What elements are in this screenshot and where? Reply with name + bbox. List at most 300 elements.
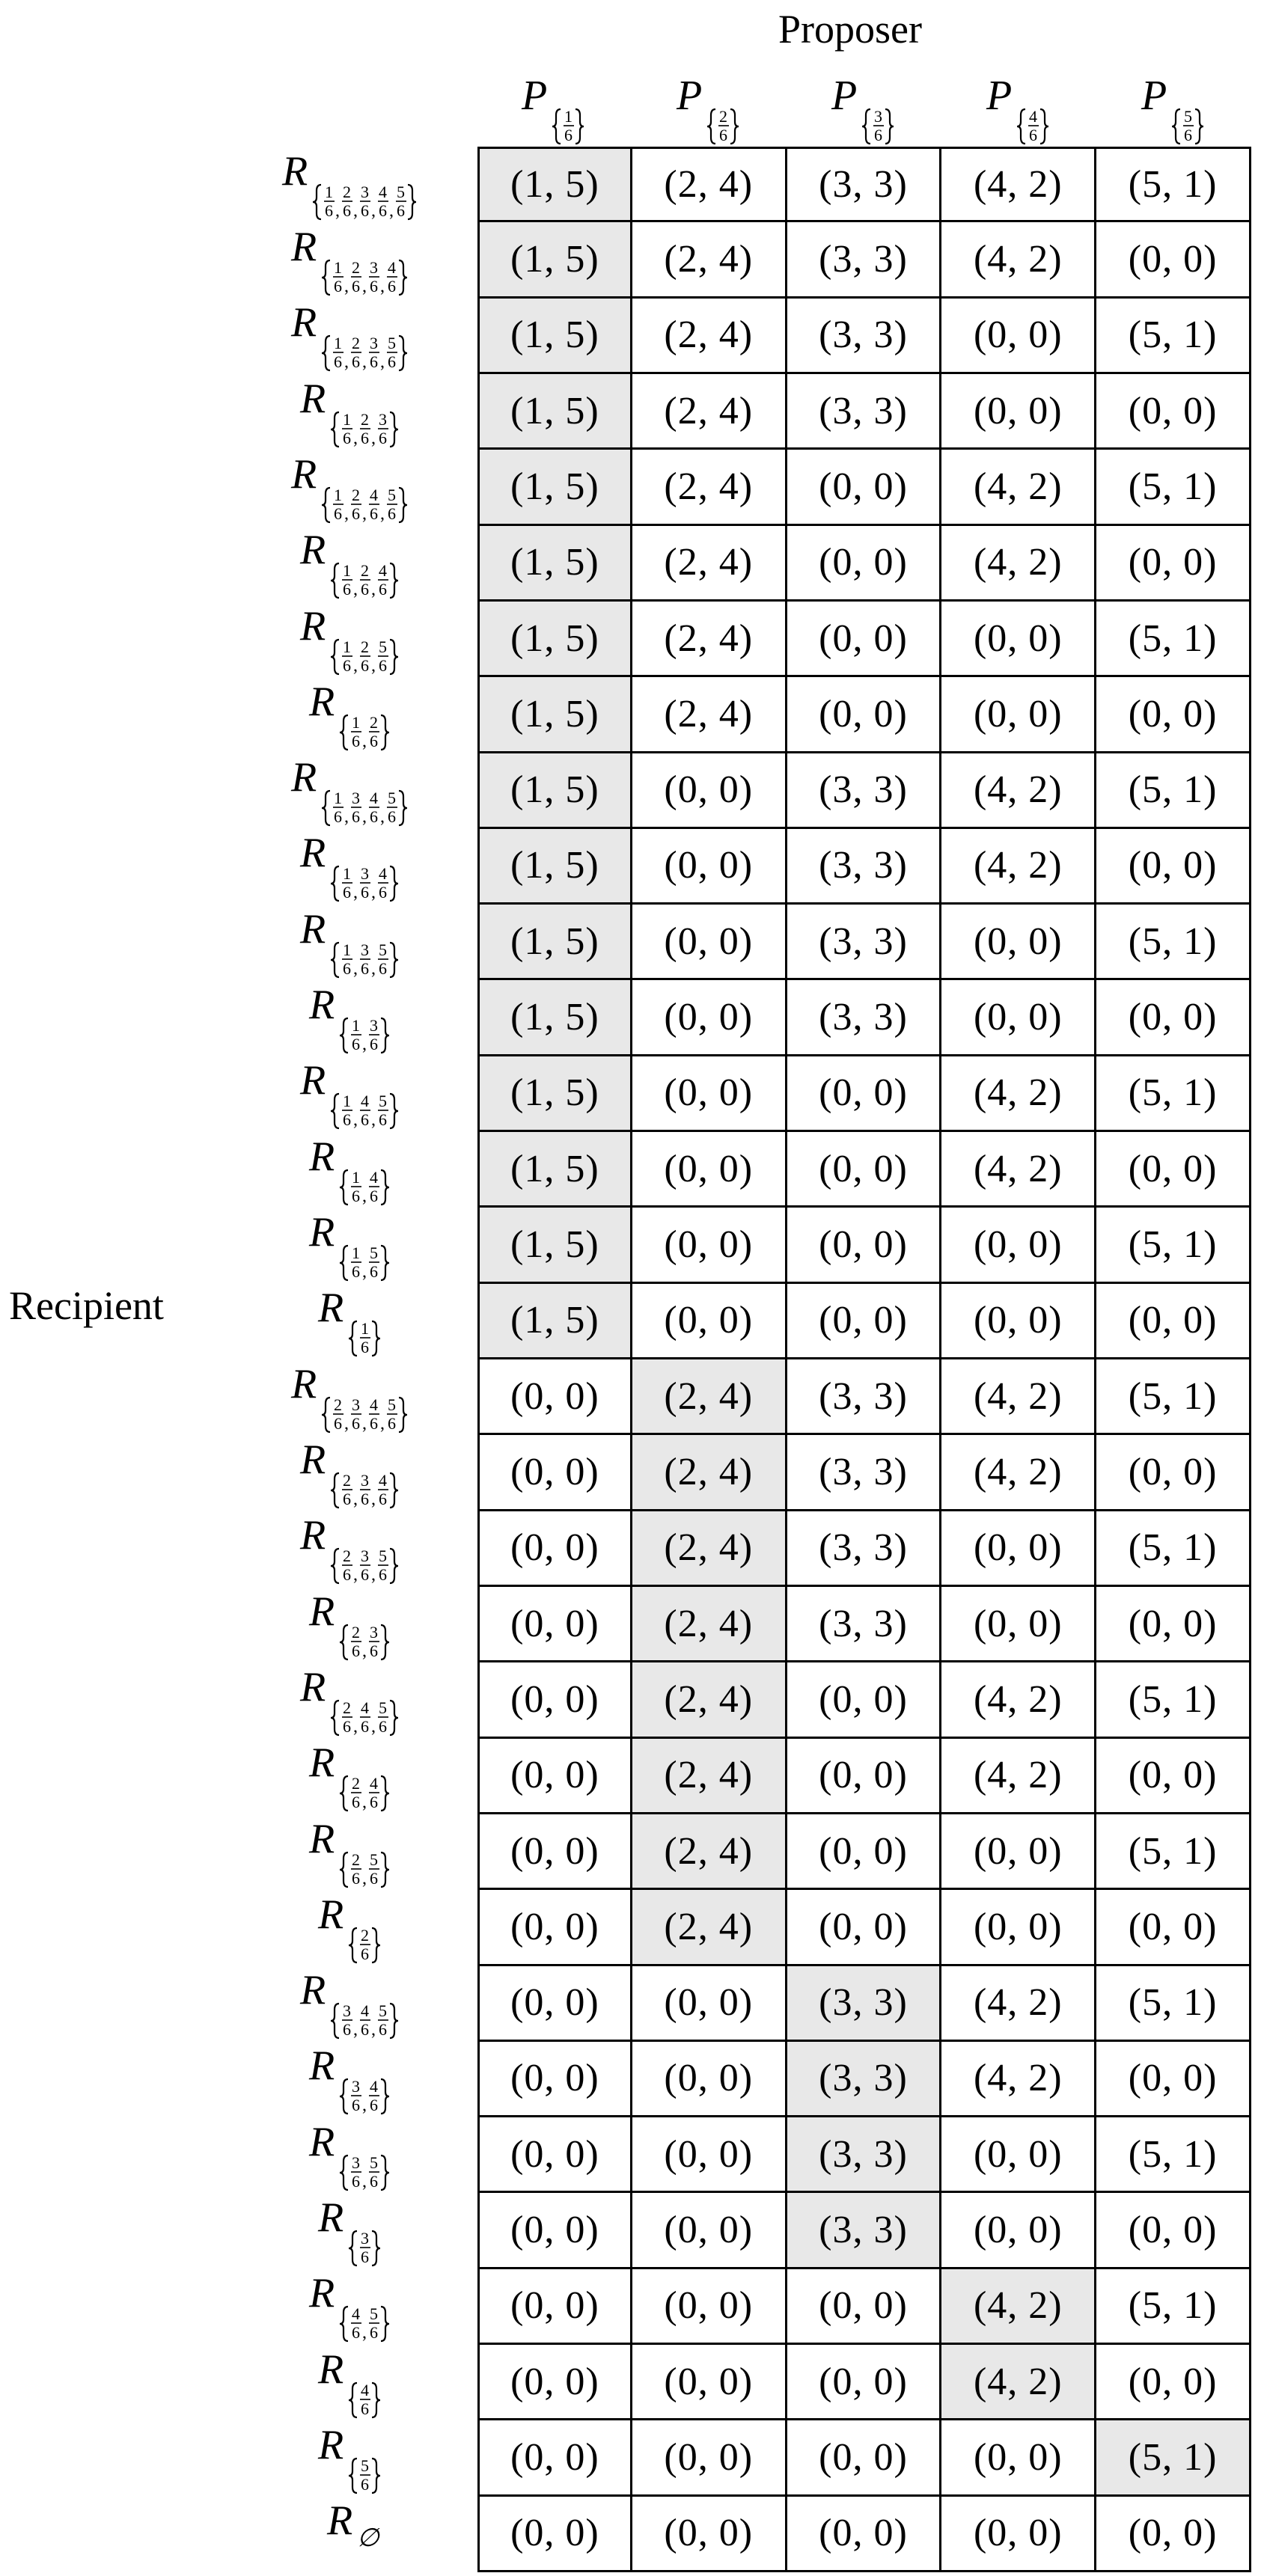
payoff-cell: (4, 2)	[941, 147, 1096, 222]
row-label-math	[306, 1204, 396, 1288]
left-brace	[862, 109, 870, 144]
row-label-math	[297, 1052, 405, 1136]
fraction	[378, 940, 388, 978]
fraction	[351, 1850, 361, 1888]
proposer-column-header	[1096, 63, 1251, 147]
fraction-numerator: 2	[361, 409, 369, 429]
fraction-numerator: 4	[379, 561, 387, 581]
fraction-numerator: 1	[343, 637, 351, 656]
fraction	[369, 1850, 379, 1888]
payoff-cell: (0, 0)	[941, 677, 1096, 753]
fraction-denominator: 6	[352, 2096, 360, 2115]
fraction	[342, 410, 352, 447]
payoff-cell: (0, 0)	[941, 2193, 1096, 2268]
comma: ,	[353, 2020, 358, 2040]
fraction	[360, 1698, 370, 1736]
payoff-cell: (0, 0)	[477, 1511, 632, 1587]
label-letter: R	[300, 1512, 326, 1559]
fraction-numerator: 5	[370, 2304, 378, 2324]
recipient-row-label	[225, 222, 477, 298]
payoff-cell: (0, 0)	[477, 2420, 632, 2496]
left-brace	[331, 1473, 339, 1508]
fraction-denominator: 6	[379, 2020, 387, 2040]
fraction	[342, 1092, 352, 1129]
payoff-cell: (0, 0)	[787, 1284, 942, 1359]
fraction	[387, 486, 397, 523]
payoff-cell: (0, 0)	[632, 2420, 787, 2496]
fraction	[351, 2077, 361, 2114]
payoff-cell: (0, 0)	[477, 2117, 632, 2193]
comma: ,	[353, 1565, 358, 1585]
payoff-cell: (3, 3)	[787, 905, 942, 980]
fraction-denominator: 6	[1183, 126, 1192, 144]
fraction	[342, 183, 352, 220]
right-brace	[381, 715, 389, 750]
recipient-row-label	[225, 374, 477, 450]
recipient-row-label	[225, 1966, 477, 2042]
fraction	[378, 864, 388, 902]
row-label-math	[279, 143, 423, 227]
right-brace	[408, 185, 416, 219]
label-letter: R	[309, 2043, 335, 2090]
fraction	[342, 561, 352, 599]
fraction-numerator: 1	[352, 1016, 360, 1035]
fraction	[351, 1168, 361, 1205]
left-brace	[707, 109, 715, 144]
payoff-cell: (0, 0)	[632, 905, 787, 980]
fraction-denominator: 6	[352, 2323, 360, 2343]
column-header-math	[1138, 63, 1210, 147]
payoff-cell: (1, 5)	[477, 1056, 632, 1132]
payoff-cell: (0, 0)	[477, 1814, 632, 1890]
recipient-row-label	[225, 677, 477, 753]
label-letter: R	[318, 1285, 344, 1332]
payoff-cell: (0, 0)	[787, 526, 942, 602]
payoff-cell: (2, 4)	[632, 677, 787, 753]
row-label-math	[315, 2341, 387, 2425]
fraction-numerator: 5	[379, 2001, 387, 2021]
fraction-numerator: 3	[343, 2001, 351, 2021]
row-label-math	[297, 598, 405, 682]
payoff-cell: (5, 1)	[1096, 1662, 1251, 1738]
payoff-cell: (2, 4)	[632, 1739, 787, 1814]
payoff-cell: (4, 2)	[941, 1056, 1096, 1132]
fraction	[360, 183, 370, 220]
fraction-denominator: 6	[379, 1565, 387, 1585]
payoff-cell: (0, 0)	[941, 1890, 1096, 1965]
recipient-row-label	[225, 2193, 477, 2268]
fraction	[324, 183, 335, 220]
payoff-cell: (4, 2)	[941, 450, 1096, 525]
fraction-numerator: 3	[370, 1016, 378, 1035]
comma: ,	[371, 428, 376, 448]
fraction-numerator: 4	[370, 485, 378, 504]
comma: ,	[344, 504, 349, 524]
label-letter: R	[300, 602, 326, 649]
recipient-row-label	[225, 1511, 477, 1587]
comma: ,	[362, 1262, 367, 1282]
right-brace	[399, 260, 407, 295]
comma: ,	[389, 201, 394, 221]
recipient-row-label	[225, 980, 477, 1056]
right-brace	[390, 2004, 398, 2038]
payoff-cell: (4, 2)	[941, 1662, 1096, 1738]
fraction-numerator: 1	[334, 257, 342, 277]
recipient-row-label	[225, 1890, 477, 1965]
fraction-denominator: 6	[352, 352, 360, 372]
recipient-row-label	[225, 1208, 477, 1283]
payoff-cell: (2, 4)	[632, 1359, 787, 1435]
payoff-cell: (3, 3)	[787, 1587, 942, 1662]
fraction-numerator: 4	[1028, 107, 1037, 126]
fraction-denominator: 6	[361, 655, 369, 675]
recipient-row-label	[225, 1814, 477, 1890]
fraction-denominator: 6	[379, 958, 387, 978]
fraction	[333, 258, 344, 296]
fraction-numerator: 1	[334, 789, 342, 808]
payoff-cell: (0, 0)	[477, 1359, 632, 1435]
right-brace	[1040, 109, 1048, 144]
fraction	[378, 183, 388, 220]
comma: ,	[362, 352, 367, 373]
payoff-cell: (0, 0)	[787, 1056, 942, 1132]
comma: ,	[362, 276, 367, 296]
left-brace	[322, 791, 330, 825]
fraction-numerator: 3	[361, 940, 369, 959]
payoff-cell: (0, 0)	[1096, 1284, 1251, 1359]
fraction-numerator: 1	[343, 561, 351, 581]
payoff-cell: (3, 3)	[787, 2042, 942, 2117]
fraction-numerator: 4	[379, 1470, 387, 1490]
payoff-cell: (0, 0)	[787, 2497, 942, 2572]
proposer-title: Proposer	[778, 7, 922, 52]
comma: ,	[362, 2096, 367, 2116]
payoff-cell: (2, 4)	[632, 1890, 787, 1965]
payoff-cell: (0, 0)	[1096, 677, 1251, 753]
payoff-cell: (0, 0)	[1096, 2042, 1251, 2117]
comma: ,	[371, 1716, 376, 1737]
fraction-denominator: 6	[370, 276, 378, 296]
label-letter: R	[309, 982, 335, 1029]
payoff-cell: (5, 1)	[1096, 1056, 1251, 1132]
payoff-cell: (0, 0)	[477, 1662, 632, 1738]
right-brace	[381, 1170, 389, 1205]
right-brace	[399, 336, 407, 370]
recipient-row-label	[225, 450, 477, 525]
payoff-cell: (3, 3)	[787, 829, 942, 905]
fraction-numerator: 1	[343, 940, 351, 959]
payoff-cell: (0, 0)	[787, 2345, 942, 2420]
payoff-cell: (0, 0)	[941, 1284, 1096, 1359]
comma: ,	[371, 1489, 376, 1509]
comma: ,	[353, 201, 358, 221]
payoff-cell: (1, 5)	[477, 829, 632, 905]
label-letter: R	[309, 1740, 335, 1787]
fraction-numerator: 1	[564, 107, 573, 126]
fraction-numerator: 5	[379, 940, 387, 959]
payoff-cell: (0, 0)	[941, 602, 1096, 677]
payoff-cell: (4, 2)	[941, 753, 1096, 829]
comma: ,	[371, 201, 376, 221]
recipient-row-label	[225, 602, 477, 677]
fraction-denominator: 6	[370, 1413, 378, 1433]
right-brace	[399, 1398, 407, 1432]
recipient-row-label	[225, 1587, 477, 1662]
fraction-numerator: 3	[352, 2153, 360, 2172]
fraction-denominator: 6	[379, 1489, 387, 1508]
fraction-numerator: 2	[352, 1850, 360, 1869]
fraction-denominator: 6	[325, 201, 333, 220]
payoff-cell: (1, 5)	[477, 222, 632, 298]
payoff-cell: (0, 0)	[787, 2269, 942, 2345]
fraction	[360, 561, 370, 599]
fraction-denominator: 6	[343, 883, 351, 902]
recipient-row-label	[225, 147, 477, 222]
left-brace	[349, 2383, 357, 2417]
fraction-numerator: 3	[361, 1546, 369, 1566]
comma: ,	[371, 580, 376, 600]
payoff-cell: (0, 0)	[477, 2269, 632, 2345]
right-brace	[399, 791, 407, 825]
label-letter: R	[300, 1057, 326, 1104]
label-letter: R	[318, 2346, 344, 2393]
left-brace	[340, 1018, 348, 1053]
payoff-cell: (0, 0)	[787, 677, 942, 753]
label-letter: R	[300, 375, 326, 422]
payoff-cell: (5, 1)	[1096, 602, 1251, 677]
payoff-cell: (3, 3)	[787, 980, 942, 1056]
recipient-row-label	[225, 526, 477, 602]
fraction-denominator: 6	[370, 1641, 378, 1660]
payoff-cell: (0, 0)	[632, 2042, 787, 2117]
fraction-numerator: 1	[343, 409, 351, 429]
fraction-denominator: 6	[361, 1110, 369, 1130]
label-letter: R	[309, 2118, 335, 2165]
payoff-cell: (5, 1)	[1096, 905, 1251, 980]
fraction-denominator: 6	[379, 655, 387, 675]
recipient-row-label	[225, 299, 477, 374]
label-letter: R	[300, 527, 326, 574]
payoff-table	[477, 147, 1251, 2572]
payoff-cell: (2, 4)	[632, 1814, 787, 1890]
left-brace	[331, 1701, 339, 1735]
left-brace	[322, 336, 330, 370]
recipient-row-label	[225, 1739, 477, 1814]
left-brace	[331, 1549, 339, 1583]
fraction	[369, 2153, 379, 2191]
fraction	[387, 1395, 397, 1433]
fraction-denominator: 6	[352, 1262, 360, 1282]
fraction-numerator: 5	[370, 1243, 378, 1263]
fraction-denominator: 6	[370, 1868, 378, 1888]
fraction-denominator: 6	[352, 807, 360, 827]
fraction-numerator: 3	[361, 864, 369, 884]
fraction-numerator: 5	[388, 334, 396, 353]
fraction	[387, 258, 397, 296]
fraction	[351, 1016, 361, 1053]
fraction-numerator: 1	[334, 334, 342, 353]
payoff-cell: (2, 4)	[632, 1435, 787, 1511]
label-letter: R	[309, 1815, 335, 1862]
right-brace	[381, 1625, 389, 1659]
fraction	[378, 1092, 388, 1129]
fraction-numerator: 2	[361, 561, 369, 581]
recipient-row-label	[225, 829, 477, 905]
right-brace	[390, 563, 398, 598]
payoff-cell: (5, 1)	[1096, 1814, 1251, 1890]
fraction	[360, 2229, 370, 2266]
comma: ,	[380, 1413, 385, 1434]
left-brace	[340, 1246, 348, 1280]
fraction	[369, 2077, 379, 2114]
right-brace	[381, 2307, 389, 2341]
payoff-cell: (1, 5)	[477, 374, 632, 450]
payoff-cell: (2, 4)	[632, 222, 787, 298]
fraction-denominator: 6	[334, 276, 342, 296]
fraction	[564, 107, 574, 144]
left-brace	[313, 185, 321, 219]
comma: ,	[362, 731, 367, 751]
left-brace	[349, 1321, 357, 1356]
label-letter: R	[300, 1436, 326, 1483]
fraction-denominator: 6	[370, 352, 378, 372]
payoff-cell: (0, 0)	[632, 1284, 787, 1359]
fraction-denominator: 6	[397, 201, 405, 220]
payoff-cell: (1, 5)	[477, 602, 632, 677]
payoff-cell: (0, 0)	[1096, 1132, 1251, 1208]
left-brace	[331, 412, 339, 447]
fraction	[351, 713, 361, 750]
row-label-math	[306, 1811, 396, 1894]
label-letter: R	[300, 905, 326, 952]
right-brace	[399, 488, 407, 522]
payoff-cell: (3, 3)	[787, 222, 942, 298]
payoff-cell: (0, 0)	[632, 1056, 787, 1132]
payoff-cell: (5, 1)	[1096, 1359, 1251, 1435]
fraction-numerator: 1	[352, 1167, 360, 1187]
fraction	[342, 1546, 352, 1584]
fraction	[369, 713, 379, 750]
fraction-denominator: 6	[370, 731, 378, 750]
fraction-denominator: 6	[370, 1035, 378, 1054]
fraction	[342, 2001, 352, 2039]
payoff-cell: (5, 1)	[1096, 2269, 1251, 2345]
payoff-cell: (0, 0)	[632, 829, 787, 905]
payoff-cell: (5, 1)	[1096, 2420, 1251, 2496]
fraction	[360, 1546, 370, 1584]
right-brace	[390, 866, 398, 901]
fraction-denominator: 6	[388, 276, 396, 296]
fraction	[369, 1016, 379, 1053]
comma: ,	[335, 201, 340, 221]
recipient-row-label	[225, 2497, 477, 2572]
fraction-denominator: 6	[343, 1110, 351, 1130]
fraction-numerator: 5	[379, 1698, 387, 1717]
fraction-numerator: 5	[370, 1850, 378, 1869]
payoff-cell: (5, 1)	[1096, 753, 1251, 829]
left-brace	[340, 1776, 348, 1811]
fraction-numerator: 4	[361, 1092, 369, 1111]
payoff-cell: (4, 2)	[941, 1359, 1096, 1435]
comma: ,	[353, 428, 358, 448]
fraction-denominator: 6	[361, 2475, 369, 2494]
row-label-math	[306, 2265, 396, 2349]
row-label-math	[297, 901, 405, 985]
payoff-cell: (3, 3)	[787, 2193, 942, 2268]
fraction-denominator: 6	[343, 958, 351, 978]
left-brace	[331, 943, 339, 977]
fraction	[360, 940, 370, 978]
fraction	[369, 486, 379, 523]
label-letter: R	[309, 678, 335, 725]
payoff-cell: (0, 0)	[632, 2497, 787, 2572]
fraction-numerator: 3	[379, 409, 387, 429]
row-label-math	[288, 1356, 414, 1440]
left-brace	[340, 2307, 348, 2341]
fraction-denominator: 6	[379, 1110, 387, 1130]
recipient-row-label	[225, 2345, 477, 2420]
fraction-numerator: 2	[343, 1698, 351, 1717]
fraction-denominator: 6	[343, 1716, 351, 1736]
payoff-cell: (0, 0)	[1096, 222, 1251, 298]
fraction	[369, 1243, 379, 1281]
fraction-numerator: 2	[343, 1546, 351, 1566]
left-brace	[322, 488, 330, 522]
payoff-cell: (2, 4)	[632, 450, 787, 525]
fraction-numerator: 1	[352, 712, 360, 732]
fraction-numerator: 4	[379, 182, 387, 201]
fraction-denominator: 6	[388, 352, 396, 372]
column-header-math	[519, 63, 590, 147]
payoff-cell: (0, 0)	[632, 753, 787, 829]
payoff-cell: (0, 0)	[941, 905, 1096, 980]
fraction-numerator: 3	[361, 2229, 369, 2248]
left-brace	[340, 1625, 348, 1659]
payoff-cell: (5, 1)	[1096, 1966, 1251, 2042]
fraction	[378, 1546, 388, 1584]
payoff-cell: (3, 3)	[787, 753, 942, 829]
fraction-denominator: 6	[388, 504, 396, 523]
payoff-cell: (2, 4)	[632, 602, 787, 677]
fraction-numerator: 5	[397, 182, 405, 201]
comma: ,	[362, 1186, 367, 1206]
empty-set-symbol: ∅	[357, 2524, 379, 2553]
payoff-cell: (1, 5)	[477, 905, 632, 980]
label-letter: R	[282, 147, 308, 195]
fraction-numerator: 4	[361, 2380, 369, 2399]
right-brace	[575, 109, 584, 144]
recipient-title: Recipient	[9, 1283, 164, 1328]
comma: ,	[353, 1110, 358, 1131]
left-brace	[349, 2459, 357, 2493]
proposer-column-header	[477, 63, 632, 147]
comma: ,	[353, 958, 358, 979]
comma: ,	[362, 504, 367, 524]
left-brace	[349, 1928, 357, 1962]
fraction-numerator: 2	[334, 1395, 342, 1414]
fraction-denominator: 6	[379, 201, 387, 220]
fraction-denominator: 6	[370, 1186, 378, 1205]
label-letter: R	[309, 1209, 335, 1256]
payoff-cell: (0, 0)	[632, 2117, 787, 2193]
comma: ,	[362, 1413, 367, 1434]
recipient-row-label	[225, 905, 477, 980]
label-letter: R	[291, 299, 317, 346]
comma: ,	[344, 276, 349, 296]
fraction-denominator: 6	[343, 655, 351, 675]
payoff-cell: (0, 0)	[941, 2420, 1096, 2496]
payoff-cell: (0, 0)	[632, 980, 787, 1056]
